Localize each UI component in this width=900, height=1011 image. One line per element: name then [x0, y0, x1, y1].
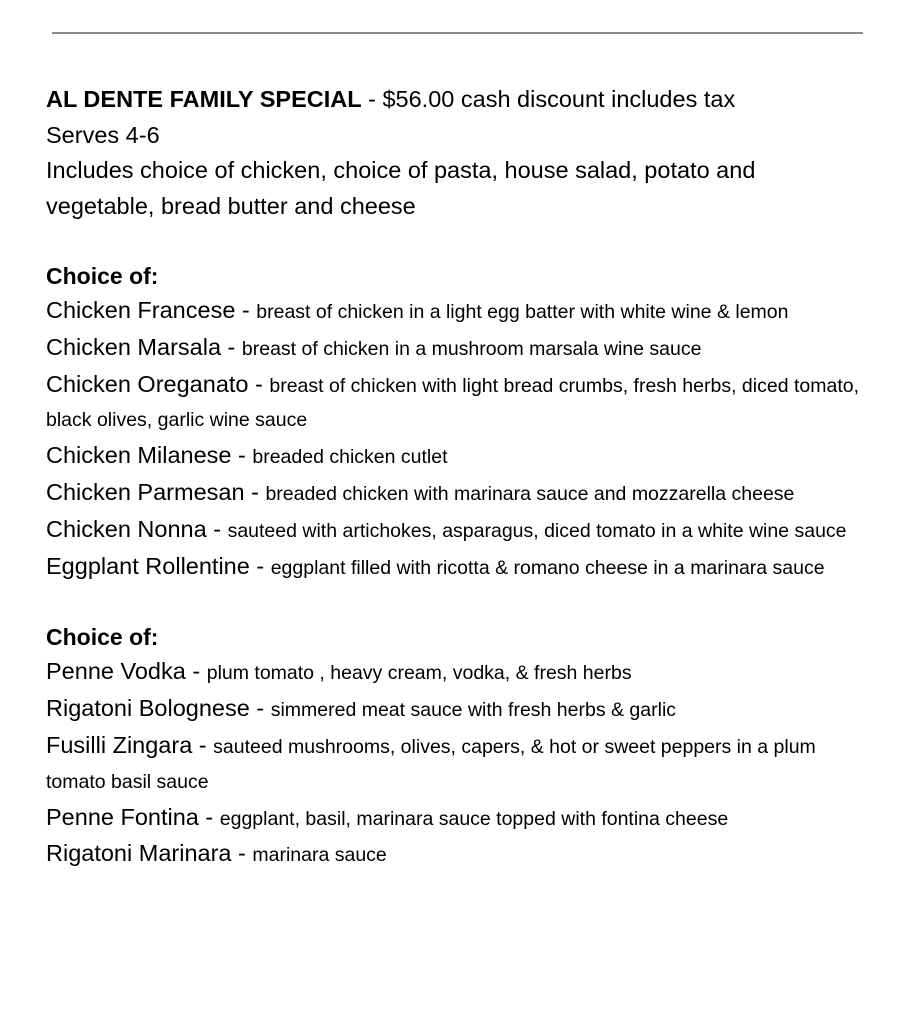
dish-separator: -: [231, 840, 253, 867]
dish-description: breast of chicken in a light egg batter with white wine & lemon: [256, 301, 789, 323]
dish-separator: -: [198, 803, 220, 830]
special-price: - $56.00 cash discount includes tax: [361, 86, 736, 112]
dish-name: Penne Fontina: [46, 803, 199, 830]
dish-description: plum tomato , heavy cream, vodka, & fresh herbs: [206, 662, 632, 685]
dish-separator: -: [235, 297, 257, 323]
spacer: [46, 224, 866, 258]
dish-description: breast of chicken with light bread crumbs, fresh herbs, diced tomato, black olives, garlic wine sauce: [46, 374, 859, 432]
menu-content: [46, 82, 866, 874]
dish-separator: -: [192, 731, 214, 758]
menu-item-chicken-milanese: [46, 439, 866, 476]
dish-name: Chicken Oreganato: [46, 370, 249, 397]
spacer: [46, 586, 866, 619]
chicken-section: [46, 258, 866, 586]
dish-description: sauteed mushrooms, olives, capers, & hot or sweet peppers in a plum tomato basil sauce: [46, 735, 816, 793]
chicken-section-heading: Choice of:: [46, 263, 159, 289]
dish-separator: -: [206, 515, 228, 542]
top-divider: [52, 32, 863, 34]
family-special: [46, 82, 866, 224]
dish-separator: -: [249, 552, 271, 579]
menu-item-rigatoni-bolognese: [46, 692, 866, 729]
dish-name: Chicken Parmesan: [46, 478, 245, 505]
special-title: AL DENTE FAMILY SPECIAL: [46, 86, 362, 112]
dish-name: Chicken Milanese: [46, 442, 232, 469]
special-serves: Serves 4-6: [46, 121, 160, 148]
dish-separator: -: [248, 370, 270, 397]
dish-description: marinara sauce: [252, 844, 387, 867]
dish-name: Penne Vodka: [46, 658, 186, 685]
dish-name: Fusilli Zingara: [46, 731, 193, 758]
menu-item-penne-fontina: [46, 801, 866, 838]
menu-item-eggplant-rollentine: [46, 550, 866, 587]
pasta-section-heading: Choice of:: [46, 624, 159, 651]
dish-separator: -: [231, 442, 253, 469]
dish-description: breaded chicken cutlet: [252, 446, 448, 469]
dish-description: eggplant filled with ricotta & romano cheese in a marinara sauce: [270, 556, 825, 579]
dish-separator: -: [249, 695, 271, 722]
menu-item-fusilli-zingara: [46, 729, 866, 801]
dish-separator: -: [244, 478, 266, 505]
pasta-section: [46, 619, 866, 874]
dish-name: Chicken Francese: [46, 297, 236, 323]
special-title-line: [46, 82, 866, 118]
menu-item-chicken-marsala: [46, 331, 866, 368]
menu-item-chicken-parmesan: [46, 476, 866, 513]
dish-separator: -: [185, 658, 207, 685]
menu-item-chicken-oreganato: [46, 368, 866, 440]
dish-name: Eggplant Rollentine: [46, 552, 250, 579]
menu-item-rigatoni-marinara: [46, 837, 866, 874]
menu-item-penne-vodka: [46, 655, 866, 692]
menu-item-chicken-francese: [46, 294, 866, 331]
dish-name: Rigatoni Marinara: [46, 840, 232, 867]
dish-name: Rigatoni Bolognese: [46, 695, 250, 722]
dish-name: Chicken Marsala: [46, 333, 222, 360]
dish-description: breast of chicken in a mushroom marsala wine sauce: [241, 337, 702, 360]
dish-description: sauteed with artichokes, asparagus, diced tomato in a white wine sauce: [227, 519, 847, 542]
dish-description: simmered meat sauce with fresh herbs & garlic: [270, 699, 677, 722]
special-includes: Includes choice of chicken, choice of pasta, house salad, potato and vegetable, bread butter and cheese: [46, 157, 756, 219]
dish-description: eggplant, basil, marinara sauce topped with fontina cheese: [219, 807, 729, 830]
dish-description: breaded chicken with marinara sauce and mozzarella cheese: [265, 482, 795, 505]
dish-separator: -: [221, 333, 242, 360]
menu-item-chicken-nonna: [46, 513, 866, 550]
dish-name: Chicken Nonna: [46, 515, 207, 542]
